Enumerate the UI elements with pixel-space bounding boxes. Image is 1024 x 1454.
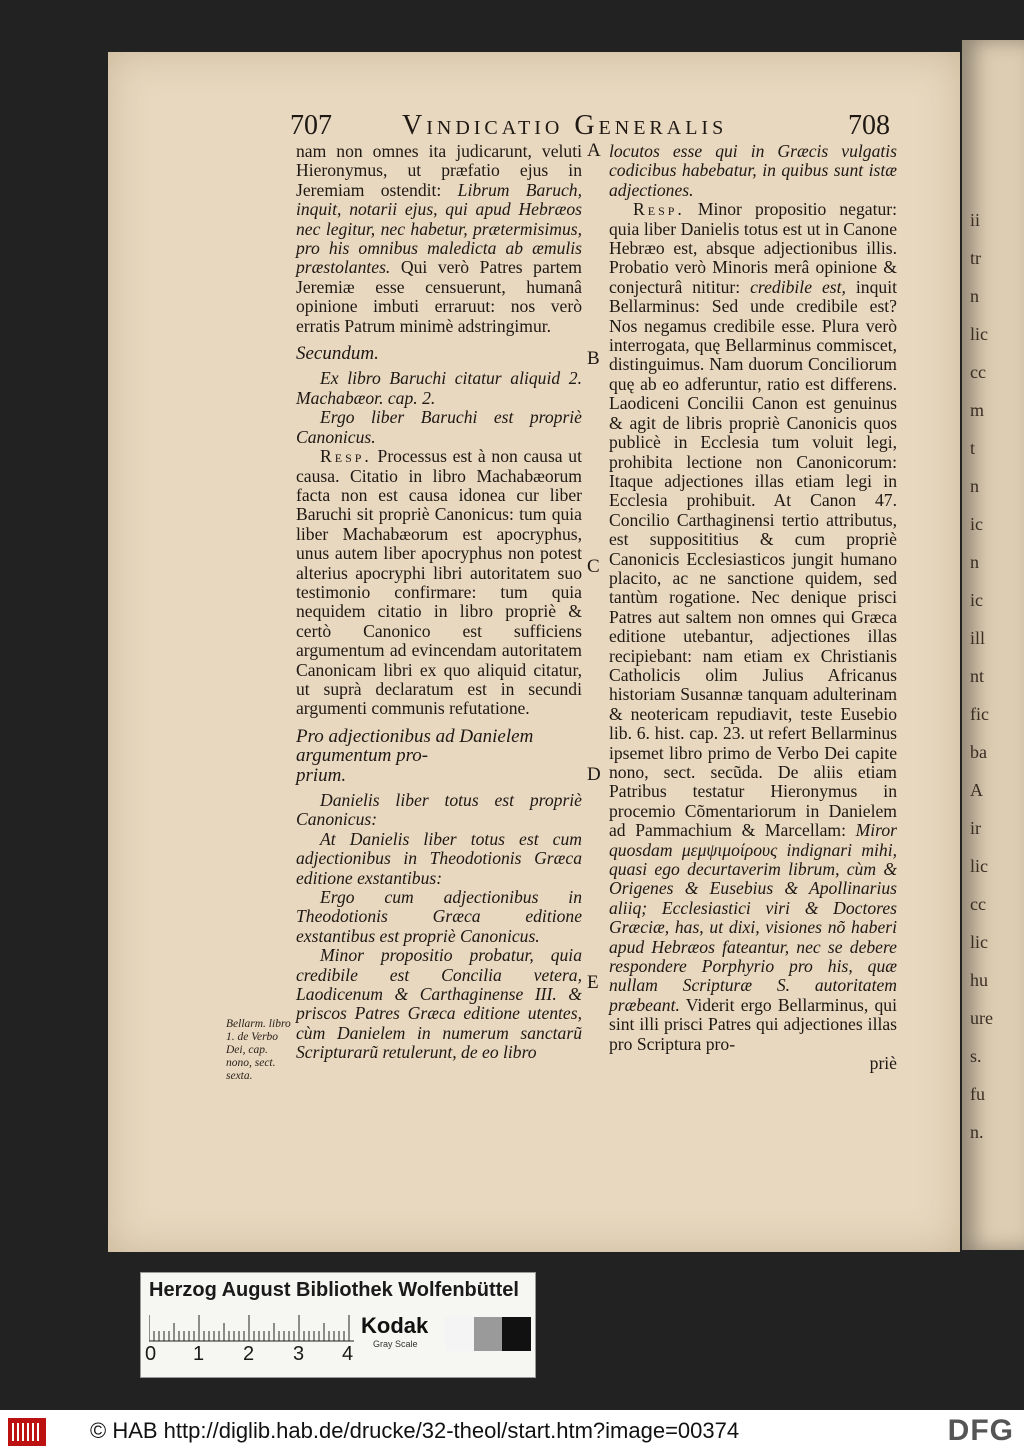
section-heading-secundum: Secundum. [296, 343, 379, 365]
syllogism-line: At Danielis liber totus est cum adjectionibus in Theodotionis Græca editione exstantibus: [296, 828, 582, 888]
next-page-edge [962, 40, 1024, 1250]
swatch-black [502, 1317, 531, 1351]
margin-marker-e: E [587, 972, 599, 993]
margin-marker-c: C [587, 556, 600, 577]
next-page-fragment: s. [970, 1046, 982, 1066]
text-run: credibile est, [750, 276, 846, 297]
text-run: Viderit ergo Bellarminus, qui sint illi prisci Patres qui adjectiones illas pro Scriptura pro- [609, 994, 897, 1054]
next-page-fragment: ba [970, 742, 987, 762]
hieronymus-quote: Librum Baruch, inquit, notarii ejus, qui apud Hebræos nec legitur, nec habetur, prætermisimus, pro his omnibus maledicta ab æmulis præstolantes. [296, 179, 582, 278]
ruler-number: 3 [293, 1343, 305, 1365]
syllogism-line: Danielis liber totus est propriè Canonicus: [296, 790, 582, 830]
kodak-brand: Kodak [361, 1313, 429, 1338]
running-title: Vindicatio Generalis [402, 110, 728, 141]
next-page-fragment: lic [970, 324, 988, 344]
section-heading-danielem: Pro adjectionibus ad Danielem [296, 725, 534, 747]
resp-label: Resp. [633, 199, 685, 220]
swatch-mid [474, 1317, 503, 1351]
syllogism-line: Ergo liber Baruchi est propriè Canonicus. [296, 407, 582, 447]
next-page-fragment: ure [970, 1008, 993, 1028]
syllogism-line: Ex libro Baruchi citatur aliquid 2. Machabæor. cap. 2. [296, 368, 582, 408]
next-page-fragment: lic [970, 856, 988, 876]
ruler-scale [149, 1313, 489, 1343]
minor-proof-paragraph: Minor propositio probatur, quia credibile est Concilia vetera, Laodicenum & Carthaginense III. & priscos Patres Græca editione utentes, cùm Danielem in numerum sanctarũ Scripturarũ retulerunt, de eo libro [296, 945, 582, 1063]
margin-marker-d: D [587, 764, 601, 785]
text-run: Qui verò Patres partem Jeremiæ esse censuerunt, humanâ opinione imbuti erraruut: nos verò erratis Patrum minimè adstringimur. [296, 257, 582, 336]
next-page-fragment: cc [970, 362, 986, 382]
catchword: priè [869, 1053, 897, 1074]
swatch-white [445, 1317, 474, 1351]
page-number-right: 708 [848, 110, 890, 141]
running-header [290, 110, 890, 144]
next-page-fragment: ic [970, 514, 983, 534]
gray-scale-label: Gray Scale [373, 1339, 418, 1349]
ruler-number: 4 [342, 1343, 354, 1365]
ruler-number: 2 [243, 1343, 255, 1365]
section-heading-danielem-3: prium. [296, 764, 347, 786]
next-page-fragment: n [970, 286, 979, 306]
next-page-fragment: n [970, 552, 979, 572]
response-paragraph [609, 200, 897, 1054]
ruler-number: 1 [193, 1343, 205, 1365]
next-page-fragment: ii [970, 210, 981, 230]
syllogism-line: Ergo cum adjectionibus in Theodotionis Græca editione exstantibus est propriè Canonicus. [296, 887, 582, 946]
marginal-note: Bellarm. libro 1. de Verbo Dei, cap. nono, sect. sexta. [226, 1018, 291, 1082]
margin-marker-b: B [587, 348, 600, 369]
source-credit: © HAB http://diglib.hab.de/drucke/32-theol/start.htm?image=00374 [90, 1418, 740, 1443]
hab-logo-icon [8, 1418, 46, 1446]
gray-swatches [445, 1317, 531, 1351]
next-page-fragment: nt [970, 666, 985, 686]
next-page-fragment: fu [970, 1084, 985, 1104]
left-paragraph-1 [296, 142, 582, 336]
library-name: Herzog August Bibliothek Wolfenbüttel [149, 1279, 519, 1301]
page-number-left: 707 [290, 110, 332, 141]
right-paragraph-0: locutos esse qui in Græcis vulgatis codicibus habebatur, in quibus sunt istæ adjectiones. [609, 141, 897, 200]
next-page-fragment: t [970, 438, 976, 458]
text-run: Processus est à non causa ut causa. Citatio in libro Machabæorum facta non est causa idonea cur liber Baruchi sit propriè Canonicus: tum quia liber Machabæorum est apocryphus, unus autem liber apocryphus non potest alterius apocryphi libri autoritatem suo testimonio confirmare: tum quia nequidem citatio in libro propriè & certò Canonico est sufficiens argumentum ad evincendam autoritatem Canonicam libri ex quo aliquid citatur, ut suprà declaratum est in secundi argumenti communis refutatione. [296, 446, 582, 719]
footer-bar [0, 1410, 1024, 1454]
text-run: nam non omnes ita judicarunt, veluti Hieronymus, ut præfatio ejus in Jeremiam ostendit: [296, 141, 582, 200]
next-page-fragment: tr [970, 248, 981, 268]
hieronymus-quote: Miror quosdam μεμψιμοίρους indignari mihi, quasi ego decurtaverim librum, cùm & Origenes & Eusebius & Apollinarius aliiq; Ecclesiastici viri & Doctores Græciæ, has, ut dixi, visiones nõ haberi apud Hebræos fateantur, nec se debere respondere Porphyrio pro his, quæ nullam Scripturæ S. autoritatem præbeant. [609, 820, 897, 1015]
left-column [296, 142, 582, 1063]
section-heading-danielem-2: argumentum pro- [296, 745, 429, 767]
next-page-fragment: fic [970, 704, 989, 724]
ruler-number: 0 [145, 1343, 157, 1365]
next-page-fragment: ill [970, 628, 986, 648]
next-page-fragment: A [970, 780, 983, 800]
right-column [609, 142, 897, 1074]
ruler-numbers [145, 1343, 395, 1369]
next-page-fragment: lic [970, 932, 988, 952]
next-page-fragment: ic [970, 590, 983, 610]
next-page-fragment: n [970, 476, 979, 496]
resp-label: Resp. [320, 446, 372, 467]
next-page-fragment: m [970, 400, 985, 420]
text-run: Minor propositio negatur: quia liber Danielis totus est ut in Canone Hebræo est, absque adjectionibus illis. Probatio verò Minoris merâ opinione & conjecturâ nititur: [609, 199, 898, 297]
next-page-fragment: hu [970, 970, 988, 990]
text-run: inquit Bellarminus: Sed unde credibile est? Nos negamus credibile esse. Plura verò interrogata, quę Bellarminus commiscet, distinguimus. Nam duorum Conciliorum quę ab eo adferuntur, ratio est differens. Laodiceni Concilii Canon est genuinus & agit de libris propriè Canonicis quos publicè in Ecclesia tum voluit legi, prohibita lectione non Canonicorum: Itaque adjectiones illas etiam legi in Ecclesia prohibuit. At Canon 47. Concilio Carthaginensi tertio attributus, est supposititius & cum propriè Canonicis Ecclesiasticos jungit humano placito, ac ne sanctione quidem, sed tantùm rogatione. Nec denique prisci Patres aut saltem non omnes qui Græca editione utebantur, adjectiones illas recipiebant: nam etiam ex Christianis Catholicis olim Julius Africanus historiam Susannæ tanquam adulterinam & neotericam repudiavit, teste Eusebio lib. 6. hist. cap. 23. ut refert Bellarminus ipsemet libro primo de Verbo Dei capite nono, sect. secũda. De aliis etiam Patribus testatur Hieronymus in procemio Cõmentariorum in Danielem ad Pammachium & Marcellam: [609, 276, 897, 841]
response-paragraph [296, 447, 582, 719]
dfg-logo: DFG [947, 1414, 1014, 1447]
margin-marker-a: A [587, 140, 601, 161]
next-page-fragment: ir [970, 818, 981, 838]
next-page-fragment: cc [970, 894, 986, 914]
color-target [140, 1272, 536, 1378]
next-page-fragment: n. [970, 1122, 984, 1142]
